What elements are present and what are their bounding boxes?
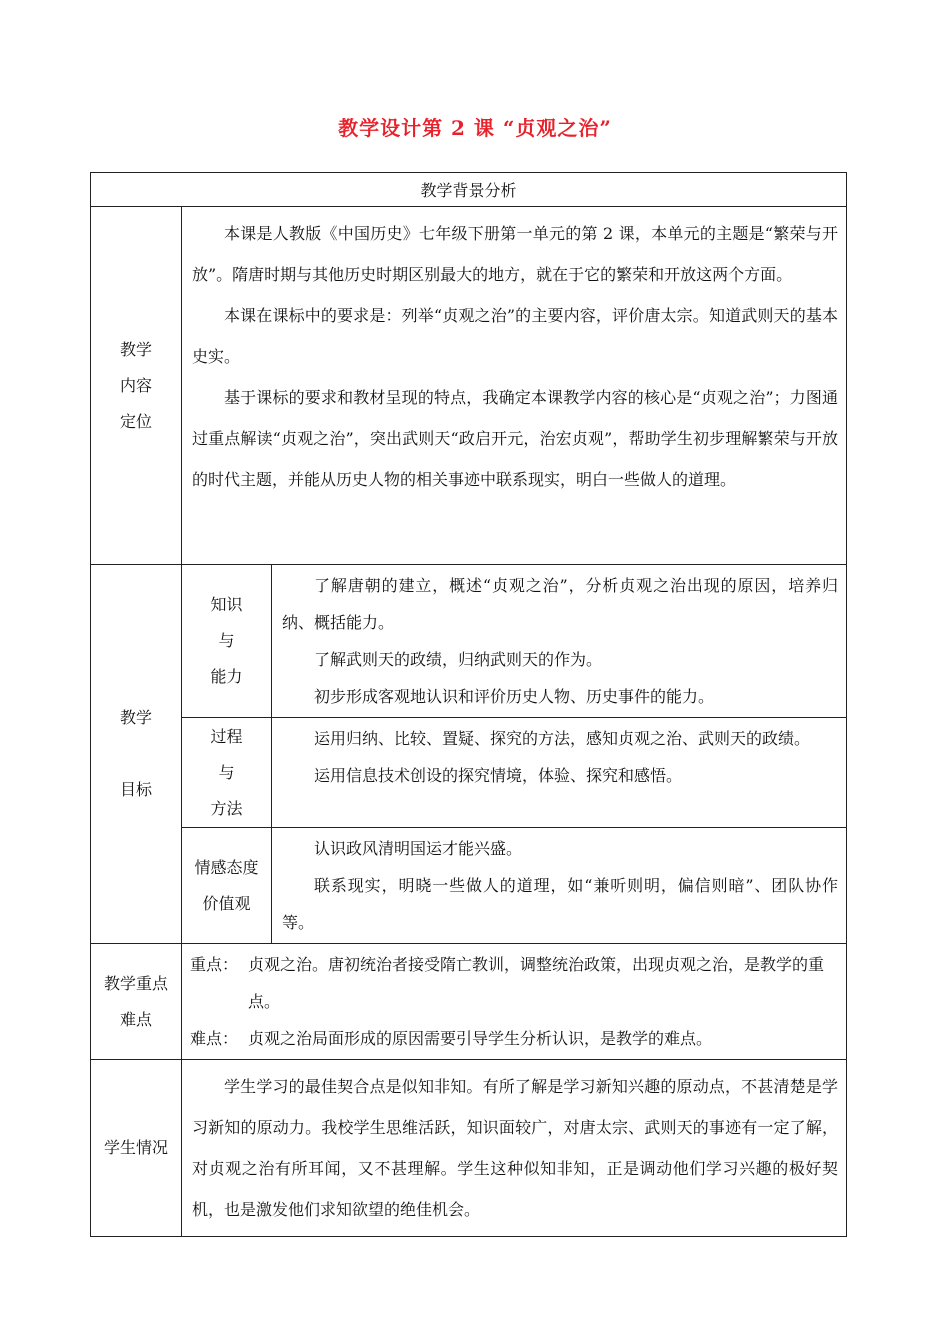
students-label: 学生情况 <box>91 1060 182 1237</box>
emotion-label: 情感态度 价值观 <box>182 828 272 944</box>
lesson-background-table <box>90 172 847 1237</box>
knowledge-text: 了解唐朝的建立，概述“贞观之治”，分析贞观之治出现的原因，培养归纳、概括能力。 了解武则天的政绩，归纳武则天的作为。 初步形成客观地认识和评价历史人物、历史事件的能力。 <box>272 565 847 718</box>
process-text: 运用归纳、比较、置疑、探究的方法，感知贞观之治、武则天的政绩。 运用信息技术创设的探究情境，体验、探究和感悟。 <box>272 718 847 828</box>
key-points-label: 教学重点 难点 <box>91 944 182 1060</box>
key-point-tag: 重点： <box>190 955 239 974</box>
key-points-text <box>182 944 847 1060</box>
knowledge-label: 知识 与 能力 <box>182 565 272 718</box>
students-text: 学生学习的最佳契合点是似知非知。有所了解是学习新知兴趣的原动点，不甚清楚是学习新知的原动力。我校学生思维活跃，知识面较广，对唐太宗、武则天的事迹有一定了解，对贞观之治有所耳闻，又不甚理解。学生这种似知非知，正是调动他们学习兴趣的极好契机，也是激发他们求知欲望的绝佳机会。 <box>182 1060 847 1237</box>
difficulty-text: 贞观之治局面形成的原因需要引导学生分析认识，是教学的难点。 <box>248 1029 713 1048</box>
table-header: 教学背景分析 <box>91 173 847 207</box>
difficulty-tag: 难点： <box>190 1029 239 1048</box>
emotion-text: 认识政风清明国运才能兴盛。 联系现实，明晓一些做人的道理，如“兼听则明，偏信则暗”、团队协作等。 <box>272 828 847 944</box>
document-title: 教学设计第 2 课 “贞观之治” <box>338 116 612 140</box>
content-position-text: 本课是人教版《中国历史》七年级下册第一单元的第 2 课，本单元的主题是“繁荣与开放”。隋唐时期与其他历史时期区别最大的地方，就在于它的繁荣和开放这两个方面。 本课在课标中的要求是：列举“贞观之治”的主要内容，评价唐太宗。知道武则天的基本史实。 基于课标的要求和教材呈现的特点，我确定本课教学内容的核心是“贞观之治”；力图通过重点解读“贞观之治”，突出武则天“政启开元，治宏贞观”，帮助学生初步理解繁荣与开放的时代主题，并能从历史人物的相关事迹中联系现实，明白一些做人的道理。 <box>182 207 847 565</box>
process-label: 过程 与 方法 <box>182 718 272 828</box>
key-point-text: 贞观之治。唐初统治者接受隋亡教训，调整统治政策，出现贞观之治，是教学的重点。 <box>248 955 825 1011</box>
content-position-label: 教学 内容 定位 <box>91 207 182 565</box>
objectives-label: 教学 目标 <box>91 565 182 944</box>
